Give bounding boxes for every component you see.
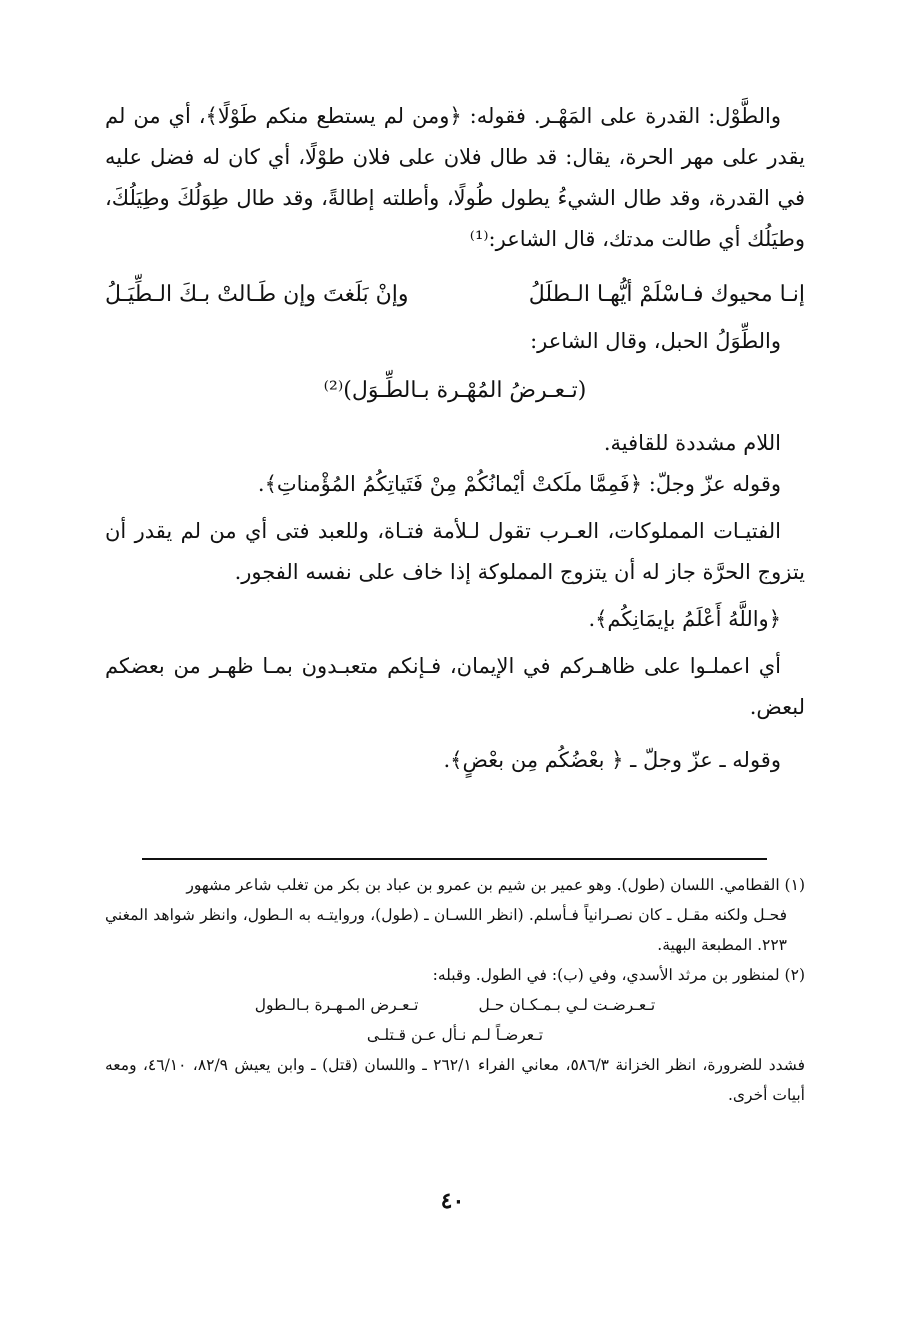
footnotes xyxy=(105,870,805,1110)
paragraph-quran-verse-3: وقوله ـ عزّ وجلّ ـ ﴿ بعْضُكُم مِن بعْضٍ﴾. xyxy=(443,748,781,772)
footnote-1: (١) القطامي. اللسان (طول). وهو عمير بن شيم بن عمرو بن عباد بن بكر من تغلب شاعر مشهور xyxy=(186,876,805,894)
verse-hemistich-right: إنـا محيوك فـاسْلَمْ أيُّهـا الـطلَلُ xyxy=(528,282,805,307)
footnote-2-continued: فشدد للضرورة، انظر الخزانة ٥٨٦/٣، معاني الفراء ٢٦٢/١ ـ واللسان (قتل) ـ وابن يعيش ٨٢/٩، ٤٦/١٠، ومعه أبيات أخرى. xyxy=(105,1056,805,1104)
verse-hemistich-left: وإنْ بَلَغتَ وإن طَـالتْ بـكَ الـطِّيَـلُ xyxy=(105,282,409,307)
footnote-1-continued: فحـل ولكنه مقـل ـ كان نصـرانياً فـأسلم. (انظر اللسـان ـ (طول)، وروايتـه به الـطول، وانظر شواهد المغني ٢٢٣. المطبعة البهية. xyxy=(105,906,787,954)
paragraph-explanation: الفتيـات المملوكات، العـرب تقول لـلأمة فتـاة، وللعبد فتى أي من لم يقدر أن يتزوج الحرَّة جاز له أن يتزوج المملوكة إذا خاف على نفسه الفجور. xyxy=(105,519,805,584)
footnote-2-verse-2: تـعرضـاً لـم نـأل عـن قـتلـى xyxy=(366,1026,544,1044)
page-number: ٤٠ xyxy=(440,1188,465,1214)
paragraph-rope: والطِّوَلُ الحبل، وقال الشاعر: xyxy=(530,329,781,353)
poetry-fragment: (تـعـرضُ المُهْـرة بـالطِّـوَل)⁽²⁾ xyxy=(323,378,587,403)
footnote-2-verse xyxy=(105,990,805,1020)
paragraph-quran-verse-2: ﴿واللَّهُ أَعْلَمُ بإيمَانِكُم﴾. xyxy=(588,607,781,631)
main-text xyxy=(105,96,805,781)
footnote-verse-left: تـعـرض المـهـرة بـالـطول xyxy=(254,996,419,1014)
footnote-divider xyxy=(142,858,767,860)
footnote-verse-right: تـعـرضـت لـي بـمـكـان حـل xyxy=(478,996,656,1014)
paragraph-explanation-2: أي اعملـوا على ظاهـركم في الإيمان، فـإنكم متعبـدون بمـا ظهـر من بعضكم لبعض. xyxy=(105,654,805,719)
paragraph-rhyme-note: اللام مشددة للقافية. xyxy=(603,431,781,455)
paragraph-quran-verse: وقوله عزّ وجلّ: ﴿فَمِمَّا ملَكتْ أيْمانُكُمْ مِنْ فَتَياتِكُمُ المُؤْمناتِ﴾. xyxy=(257,472,781,496)
paragraph-definition: والطَّوْل: القدرة على المَهْـر. فقوله: ﴿ومن لم يستطع منكم طَوْلًا﴾، أي من لم يقدر على مهر الحرة، يقال: قد طال فلان على فلان طوْلًا، أي كان له فضل عليه في القدرة، وقد طال الشيءُ يطول طُولًا، وأطلته إطالةً، وقد طال طِوَلُكَ وطِيَلُكَ، وطيَلُك أي طالت مدتك، قال الشاعر:⁽¹⁾ xyxy=(105,104,805,251)
footnote-2: (٢) لمنظور بن مرثد الأسدي، وفي (ب): في الطول. وقبله: xyxy=(432,966,805,984)
poetry-verse xyxy=(105,274,805,315)
